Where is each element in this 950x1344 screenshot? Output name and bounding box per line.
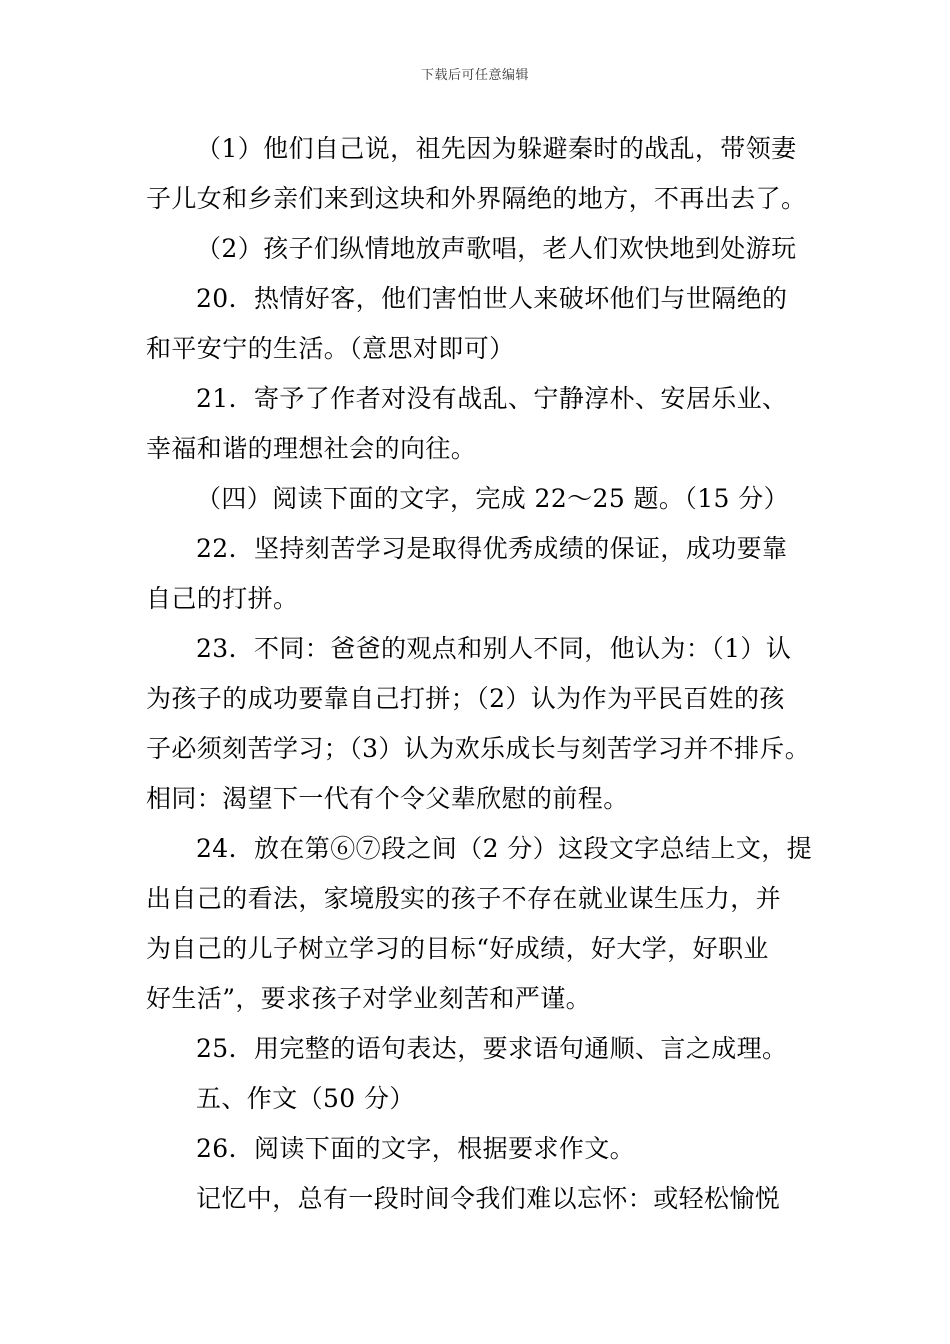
- text-line: 24．放在第⑥⑦段之间（2 分）这段文字总结上文，提: [196, 834, 813, 863]
- text-line: 记忆中，总有一段时间令我们难以忘怀：或轻松愉悦: [196, 1184, 781, 1213]
- text-line: 23．不同：爸爸的观点和别人不同，他认为：（1）认: [196, 634, 792, 663]
- text-line: 26．阅读下面的文字，根据要求作文。: [196, 1134, 636, 1163]
- text-line: 出自己的看法，家境殷实的孩子不存在就业谋生压力，并: [146, 884, 782, 913]
- page-header: 下载后可任意编辑: [420, 68, 529, 83]
- text-line: 为孩子的成功要靠自己打拼；（2）认为作为平民百姓的孩: [146, 684, 785, 713]
- text-line: 20．热情好客，他们害怕世人来破坏他们与世隔绝的: [196, 284, 788, 313]
- text-line: 子必须刻苦学习；（3）认为欢乐成长与刻苦学习并不排斥。: [146, 734, 811, 763]
- text-line: 自己的打拼。: [146, 584, 299, 613]
- text-line: 子儿女和乡亲们来到这块和外界隔绝的地方，不再出去了。: [146, 184, 807, 213]
- text-line: 和平安宁的生活。（意思对即可）: [146, 334, 515, 363]
- text-line: （2）孩子们纵情地放声歌唱，老人们欢快地到处游玩: [196, 234, 797, 263]
- text-line: （四）阅读下面的文字，完成 22～25 题。（15 分）: [196, 484, 789, 513]
- text-line: （1）他们自己说，祖先因为躲避秦时的战乱，带领妻: [196, 134, 797, 163]
- text-line: 五、作文（50 分）: [196, 1084, 415, 1113]
- text-line: 22．坚持刻苦学习是取得优秀成绩的保证，成功要靠: [196, 534, 788, 563]
- text-line: 25．用完整的语句表达，要求语句通顺、言之成理。: [196, 1034, 788, 1063]
- text-line: 相同：渴望下一代有个令父辈欣慰的前程。: [146, 784, 629, 813]
- text-line: 为自己的儿子树立学习的目标“好成绩，好大学，好职业: [146, 934, 769, 963]
- text-line: 21．寄予了作者对没有战乱、宁静淳朴、安居乐业、: [196, 384, 788, 413]
- text-line: 幸福和谐的理想社会的向往。: [146, 434, 477, 463]
- text-line: 好生活”，要求孩子对学业刻苦和严谨。: [146, 984, 591, 1013]
